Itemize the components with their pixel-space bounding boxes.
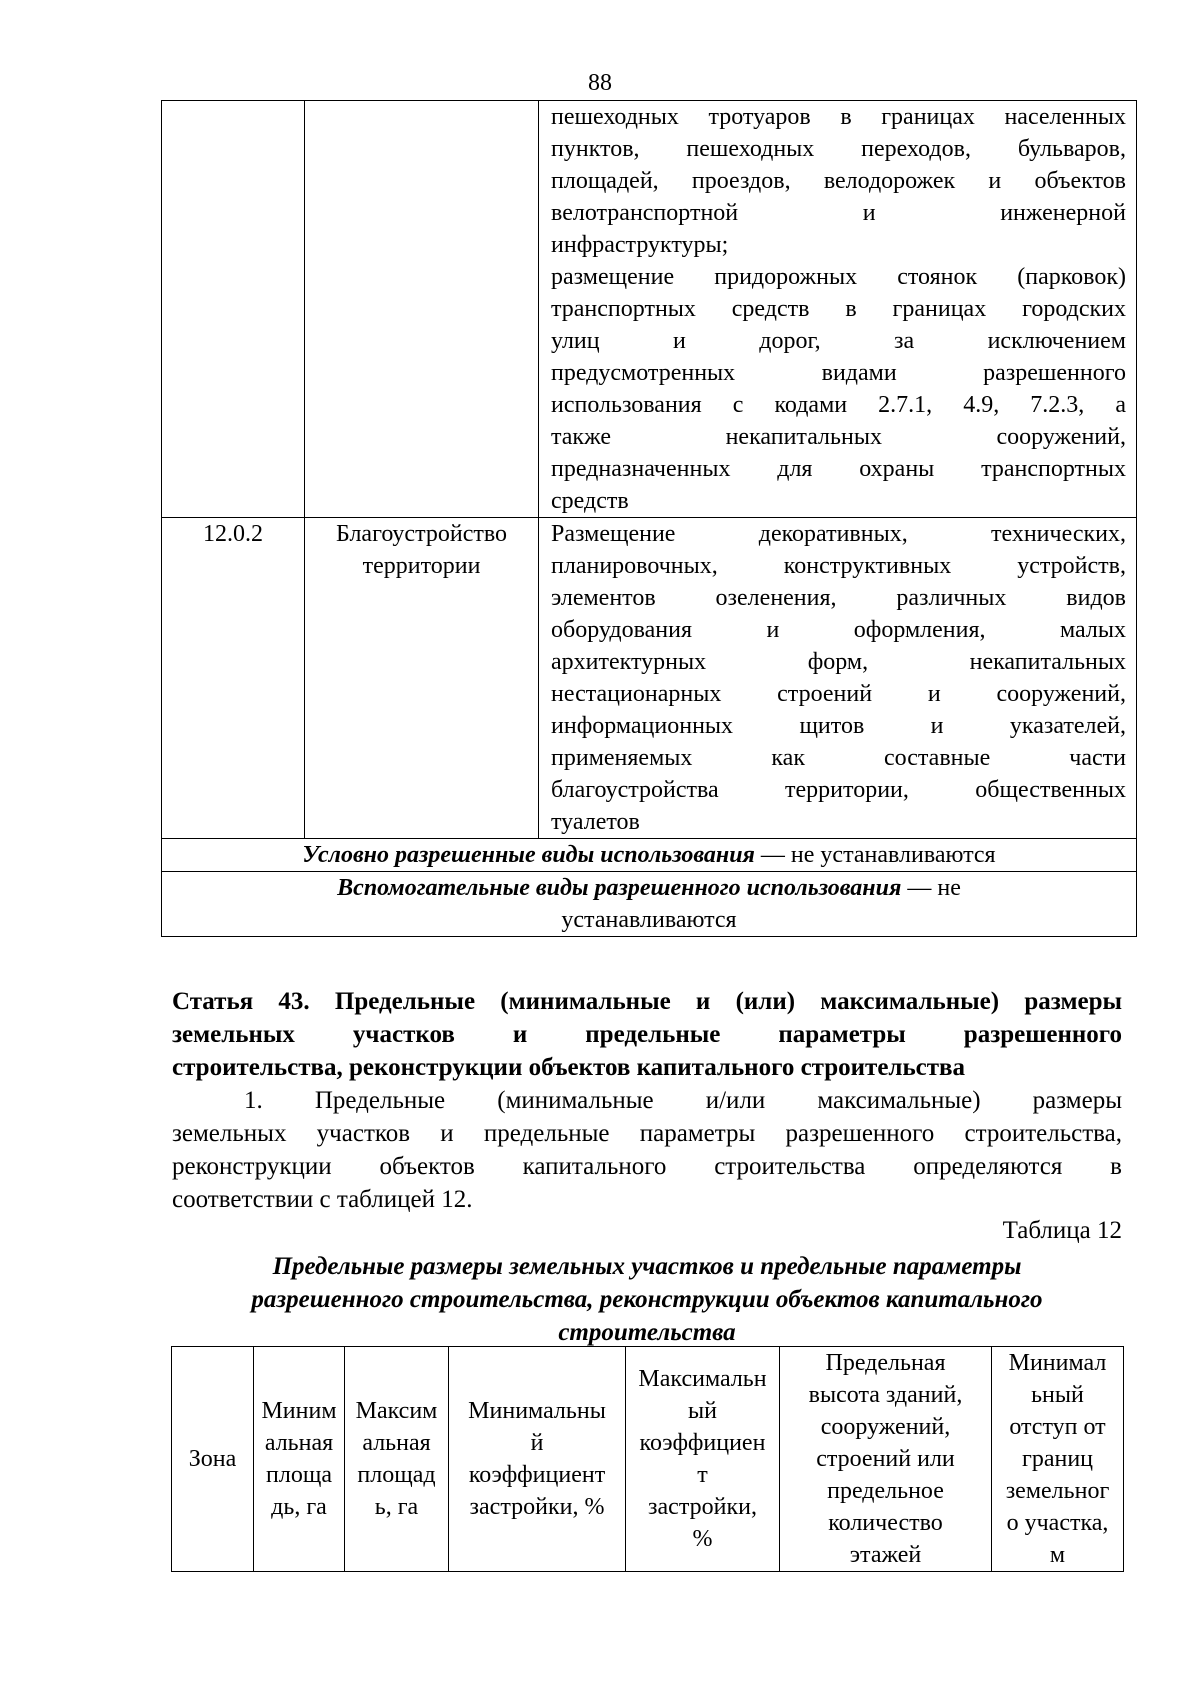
- column-header-line: границ: [1021, 1446, 1094, 1472]
- name-cell: [305, 101, 539, 518]
- column-header-line: этажей: [849, 1542, 922, 1568]
- description-line: инфраструктуры;: [551, 232, 729, 258]
- heading-line: Статья 43. Предельные (минимальные и (или) максимальные) размеры: [172, 988, 1122, 1015]
- name-line: территории: [362, 553, 481, 579]
- table-row: [162, 518, 1137, 839]
- conditional-uses-label: Условно разрешенные виды использования: [302, 842, 755, 868]
- column-header-line: предельное: [827, 1478, 944, 1504]
- description-line: велотранспортной и инженерной: [551, 200, 1126, 226]
- column-header-line: ый: [688, 1398, 717, 1424]
- heading-line: строительства, реконструкции объектов капитального строительства: [172, 1054, 966, 1081]
- column-header-line: высота зданий,: [808, 1382, 963, 1408]
- column-header-line: м: [1049, 1542, 1066, 1568]
- description-line: планировочных, конструктивных устройств,: [551, 553, 1126, 579]
- column-header-line: площад: [357, 1462, 436, 1488]
- description-line: информационных щитов и указателей,: [551, 713, 1126, 739]
- column-header-line: альная: [362, 1430, 431, 1456]
- column-header-line: Максим: [355, 1398, 438, 1424]
- description-line: Размещение декоративных, технических,: [551, 521, 1126, 547]
- conditional-uses-cell: [162, 839, 1137, 872]
- description-line: средств: [551, 488, 629, 514]
- auxiliary-uses-value: — не: [901, 875, 961, 901]
- column-header: [172, 1347, 254, 1572]
- column-header-line: Зона: [188, 1446, 237, 1472]
- description-line: улиц и дорог, за исключением: [551, 328, 1126, 354]
- table-header-row: [172, 1347, 1124, 1572]
- description-line: также некапитальных сооружений,: [551, 424, 1126, 450]
- conditional-uses-row: [162, 839, 1137, 872]
- auxiliary-uses-label: Вспомогательные виды разрешенного использования: [337, 875, 902, 901]
- heading-line: земельных участков и предельные параметры разрешенного: [172, 1021, 1122, 1048]
- column-header-line: Миним: [261, 1398, 337, 1424]
- description-line: предназначенных для охраны транспортных: [551, 456, 1126, 482]
- paragraph-line: земельных участков и предельные параметры разрешенного строительства,: [172, 1120, 1122, 1147]
- column-header: [449, 1347, 626, 1572]
- description-cell: [539, 101, 1137, 518]
- name-cell: [305, 518, 539, 839]
- table-row: [162, 101, 1137, 518]
- paragraph-line: 1. Предельные (минимальные и/или максимальные) размеры: [244, 1087, 1123, 1114]
- column-header: [992, 1347, 1124, 1572]
- article-paragraph: [172, 1084, 1122, 1216]
- description-line: размещение придорожных стоянок (парковок): [551, 264, 1126, 290]
- auxiliary-uses-value-cont: устанавливаются: [561, 907, 737, 933]
- table-caption: Таблица 12: [1002, 1217, 1122, 1244]
- auxiliary-uses-row: [162, 872, 1137, 937]
- article-heading: [172, 985, 1122, 1084]
- table-title-line: строительства: [558, 1319, 736, 1346]
- description-line: транспортных средств в границах городских: [551, 296, 1126, 322]
- table-title-line: разрешенного строительства, реконструкции объектов капитального: [251, 1286, 1043, 1313]
- column-header-line: о участка,: [1006, 1510, 1109, 1536]
- parameters-table: [171, 1346, 1124, 1572]
- column-header-line: количество: [828, 1510, 943, 1536]
- auxiliary-uses-cell: [162, 872, 1137, 937]
- column-header: [254, 1347, 345, 1572]
- column-header-line: отступ от: [1009, 1414, 1106, 1440]
- code-cell: 12.0.2: [162, 518, 305, 839]
- column-header-line: площа: [266, 1462, 332, 1488]
- code-cell: [162, 101, 305, 518]
- description-line: оборудования и оформления, малых: [551, 617, 1126, 643]
- description-line: нестационарных строений и сооружений,: [551, 681, 1126, 707]
- column-header-line: й: [530, 1430, 544, 1456]
- column-header-line: Предельная: [825, 1350, 946, 1376]
- column-header-line: дь, га: [271, 1494, 327, 1520]
- paragraph-line: реконструкции объектов капитального строительства определяются в: [172, 1153, 1122, 1180]
- description-line: пунктов, пешеходных переходов, бульваров,: [551, 136, 1126, 162]
- description-line: туалетов: [551, 809, 640, 835]
- column-header-line: ьный: [1031, 1382, 1084, 1408]
- page-number: 88: [588, 70, 612, 96]
- column-header-line: коэффициен: [639, 1430, 766, 1456]
- column-header-line: Минимальны: [468, 1398, 606, 1424]
- description-line: предусмотренных видами разрешенного: [551, 360, 1126, 386]
- description-line: благоустройства территории, общественных: [551, 777, 1126, 803]
- column-header-line: застройки, %: [469, 1494, 605, 1520]
- column-header-line: Максимальн: [638, 1366, 767, 1392]
- column-header-line: земельног: [1005, 1478, 1110, 1504]
- table-title-line: Предельные размеры земельных участков и предельные параметры: [272, 1253, 1022, 1280]
- name-line: Благоустройство: [335, 521, 507, 547]
- description-line: архитектурных форм, некапитальных: [551, 649, 1126, 675]
- column-header-line: коэффициент: [468, 1462, 606, 1488]
- column-header-line: строений или: [816, 1446, 955, 1472]
- column-header-line: %: [692, 1526, 713, 1552]
- description-line: пешеходных тротуаров в границах населенных: [551, 104, 1126, 130]
- conditional-uses-value: — не устанавливаются: [754, 842, 996, 868]
- column-header-line: застройки,: [648, 1494, 757, 1520]
- column-header-line: Минимал: [1008, 1350, 1107, 1376]
- description-line: элементов озеленения, различных видов: [551, 585, 1126, 611]
- column-header: [345, 1347, 449, 1572]
- description-cell: [539, 518, 1137, 839]
- column-header: [626, 1347, 780, 1572]
- paragraph-number: 1.: [244, 1087, 315, 1114]
- column-header-line: сооружений,: [820, 1414, 951, 1440]
- table-title: [172, 1250, 1122, 1349]
- description-line: использования с кодами 2.7.1, 4.9, 7.2.3, а: [551, 392, 1126, 418]
- article-43: [172, 985, 1122, 1216]
- column-header-line: альная: [264, 1430, 334, 1456]
- column-header-line: ь, га: [374, 1494, 419, 1520]
- description-line: площадей, проездов, велодорожек и объектов: [551, 168, 1126, 194]
- description-line: применяемых как составные части: [551, 745, 1126, 771]
- column-header-line: т: [697, 1462, 708, 1488]
- paragraph-line: соответствии с таблицей 12.: [172, 1186, 473, 1213]
- column-header: [780, 1347, 992, 1572]
- land-use-table: [161, 100, 1137, 937]
